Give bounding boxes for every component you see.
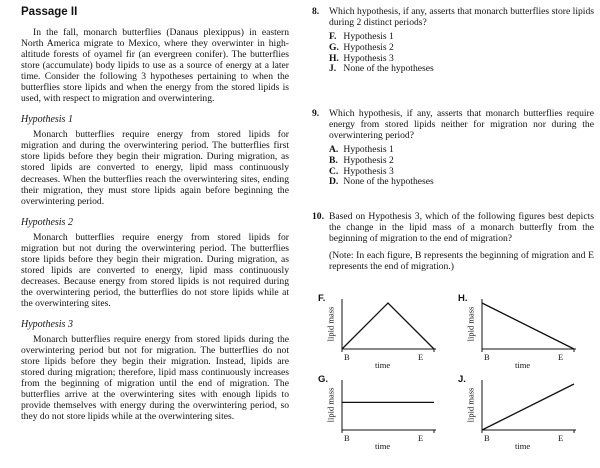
x-tick-end: E: [418, 352, 424, 362]
x-axis-label: time: [515, 441, 531, 451]
lipid-mass-series-line: [342, 303, 434, 349]
option-text: None of the hypotheses: [343, 63, 434, 75]
answer-options: [329, 32, 594, 75]
x-tick-start: B: [484, 433, 490, 443]
option-text: Hypothesis 3: [343, 52, 394, 64]
option-letter: G.: [329, 41, 339, 53]
option-letter: A.: [329, 144, 339, 155]
x-axis-label: time: [375, 360, 391, 370]
y-axis-label: lipid mass: [465, 387, 476, 423]
graph-axes: [342, 380, 436, 430]
graph-j[interactable]: [452, 372, 592, 452]
option-letter: H.: [329, 52, 339, 64]
option-letter: B.: [329, 154, 338, 166]
question-note: (Note: In each figure, B represents the beginning of migration and E represents the end of migration.): [329, 250, 594, 272]
graph-axes: [482, 299, 576, 349]
graph-plot: [312, 291, 452, 371]
y-axis-label: lipid mass: [465, 306, 476, 342]
graph-f[interactable]: [312, 291, 452, 371]
question-number: 9.: [312, 108, 320, 119]
option-text: Hypothesis 2: [343, 154, 394, 166]
graph-axes: [342, 299, 436, 349]
option-letter: J.: [329, 63, 337, 75]
x-tick-end: E: [558, 352, 564, 362]
lipid-mass-series-line: [482, 384, 574, 430]
graph-label: J.: [458, 374, 466, 385]
question-stem: Which hypothesis, if any, asserts that monarch butterflies require energy from stored lipids neither for migration nor during the overwintering period?: [329, 108, 594, 141]
hypothesis-3-text: Monarch butterflies require energy from stored lipids during the overwintering period but not for migration. The butterflies do not store lipids before they begin their migration. Instead, lipids are stored during migration; therefore, lipid mass continuously increases from the beginning of migration until the end of migration. The butterflies arrive at the overwintering sites with enough lipids to provide themselves with energy during the overwintering period, so they do not store lipids while at the overwintering sites.: [21, 333, 289, 423]
graph-h[interactable]: [452, 291, 592, 371]
graph-g[interactable]: [312, 372, 452, 452]
option-text: Hypothesis 1: [343, 144, 394, 155]
option-text: Hypothesis 1: [343, 31, 394, 42]
answer-option-d[interactable]: [329, 177, 594, 188]
x-tick-start: B: [484, 352, 490, 362]
graph-plot: [312, 372, 452, 452]
graph-label: F.: [318, 293, 326, 304]
passage-column: [21, 6, 289, 422]
question-9: [312, 108, 594, 188]
hypothesis-1-text: Monarch butterflies require energy from stored lipids for migration and during the overwintering period. The butterflies first store lipids before they begin their migration. During migration, as stored lipids are converted to energy, lipid mass continuously decreases. When the butterflies reach the overwintering sites, ending their migration, they must store lipids again before beginning the overwintering period.: [21, 129, 289, 207]
answer-options: [329, 145, 594, 188]
passage-intro: In the fall, monarch butterflies (Danaus plexippus) in eastern North America migrate to Mexico, where they overwinter in high-altitude forests of oyamel fir (an evergreen conifer). The butterflies store (accumulate) body lipids to use as a source of energy at a later time. Consider the following 3 hypotheses pertaining to when the butterflies store lipids and when the energy from the stored lipids is used, with respect to migration and overwintering.: [21, 27, 289, 105]
answer-option-j[interactable]: [329, 64, 594, 75]
question-stem: Which hypothesis, if any, asserts that monarch butterflies store lipids during 2 distinct periods?: [329, 6, 594, 28]
option-text: None of the hypotheses: [343, 176, 434, 188]
y-axis-label: lipid mass: [325, 387, 336, 423]
graph-label: H.: [458, 293, 468, 304]
x-tick-end: E: [418, 433, 424, 443]
lipid-mass-series-line: [482, 303, 574, 349]
x-tick-start: B: [344, 433, 350, 443]
x-axis-label: time: [515, 360, 531, 370]
graph-plot: [452, 291, 592, 371]
question-8: [312, 6, 594, 75]
graph-label: G.: [318, 374, 329, 385]
option-letter: C.: [329, 165, 339, 177]
question-number: 10.: [312, 211, 324, 222]
x-tick-start: B: [344, 352, 350, 362]
hypothesis-2-title: Hypothesis 2: [21, 216, 73, 228]
option-text: Hypothesis 3: [343, 165, 394, 177]
y-axis-label: lipid mass: [325, 306, 336, 342]
option-text: Hypothesis 2: [343, 41, 394, 53]
passage-title: Passage II: [21, 6, 78, 18]
option-letter: D.: [329, 176, 339, 188]
question-10: [312, 211, 594, 272]
x-axis-label: time: [375, 441, 391, 451]
hypothesis-2-text: Monarch butterflies require energy from stored lipids for migration but not during the overwintering period. The butterflies store lipids before they begin their migration. During migration, as stored lipids are converted to energy, lipid mass continuously decreases. Because energy from stored lipids is not required during the overwintering period, the butterflies do not store lipids while at the overwintering sites.: [21, 231, 289, 309]
hypothesis-1-title: Hypothesis 1: [21, 114, 73, 126]
question-number: 8.: [312, 6, 320, 17]
graph-plot: [452, 372, 592, 452]
question-stem: Based on Hypothesis 3, which of the following figures best depicts the change in the lipid mass of a monarch butterfly from the beginning of migration to the end of migration?: [329, 211, 594, 244]
option-letter: F.: [329, 31, 337, 42]
hypothesis-3-title: Hypothesis 3: [21, 318, 73, 330]
x-tick-end: E: [558, 433, 564, 443]
